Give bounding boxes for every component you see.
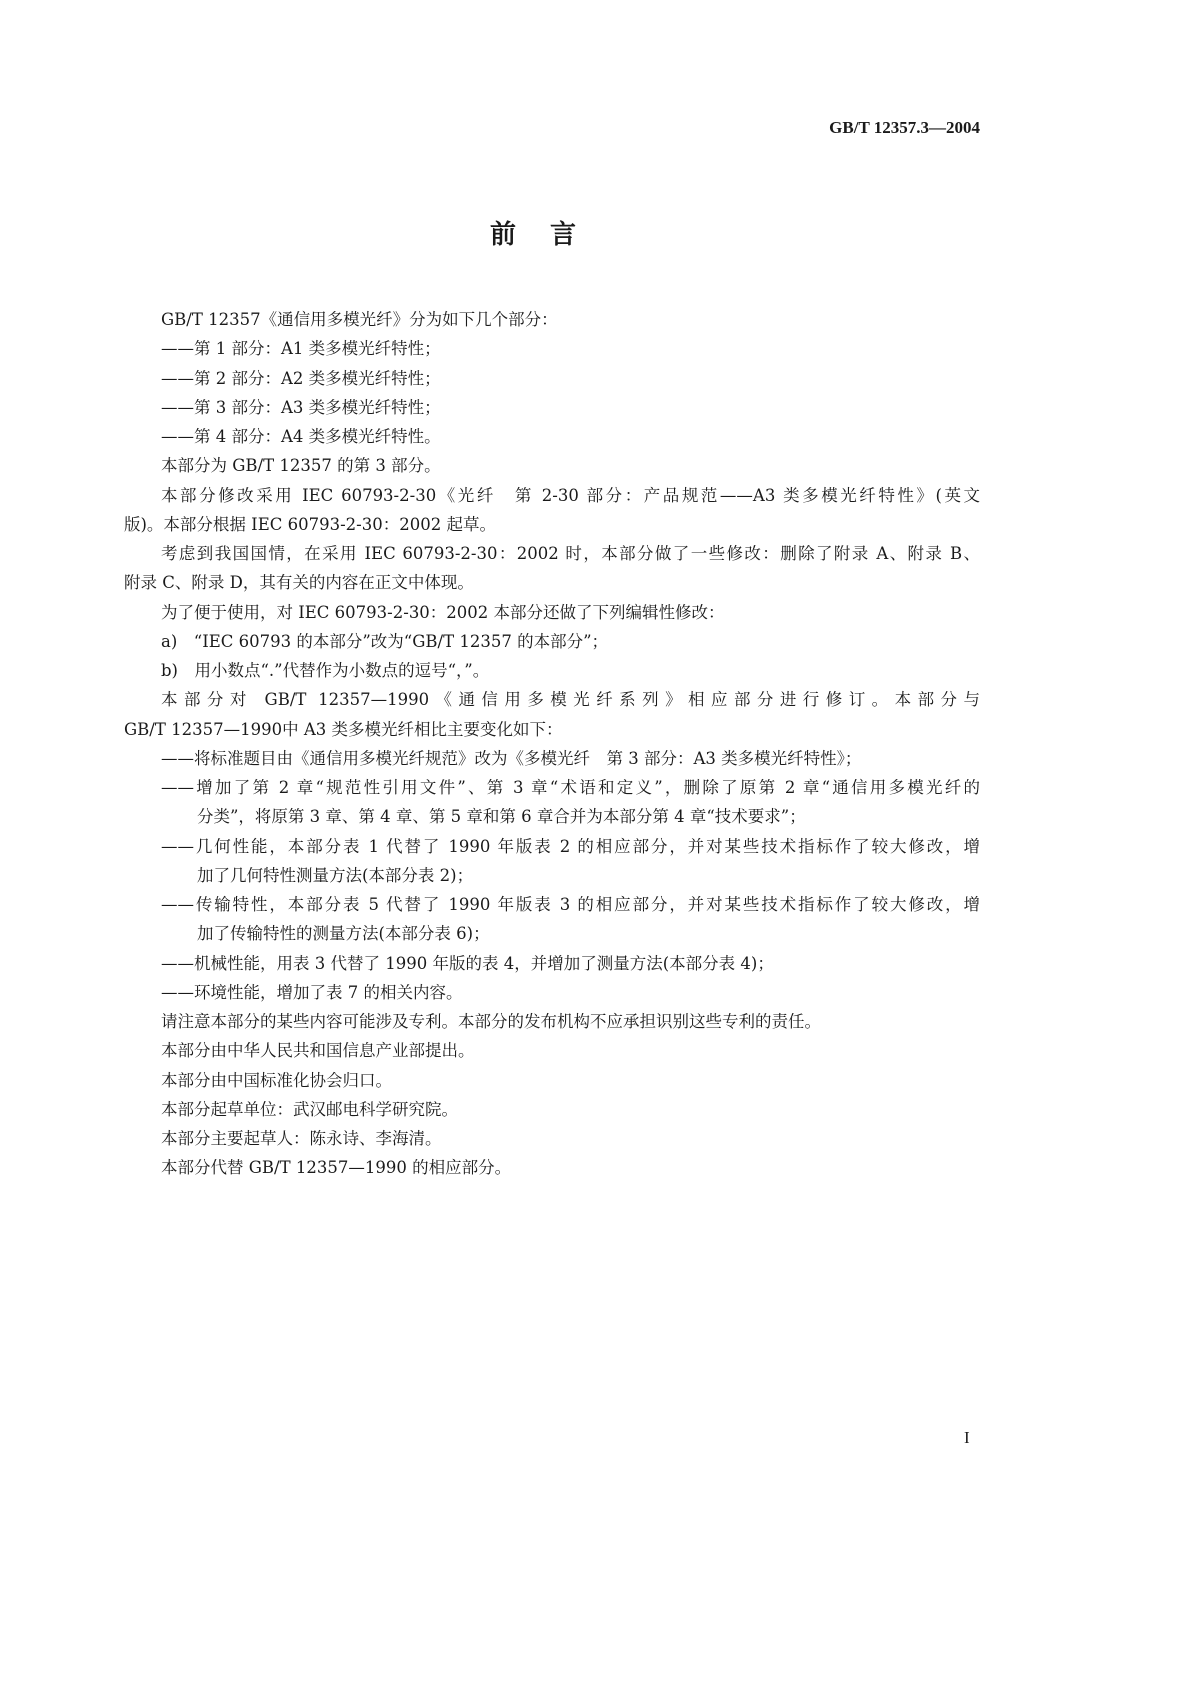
text-line: 为了便于使用，对 IEC 60793-2-30：2002 本部分还做了下列编辑性修改： (161, 602, 725, 622)
paragraph (124, 1153, 980, 1182)
text-line: ——第 1 部分：A1 类多模光纤特性； (161, 339, 441, 359)
page-title: 前言 (489, 220, 610, 250)
text-line: b) 用小数点“.”代替作为小数点的逗号“，”。 (161, 661, 490, 680)
list-item (124, 422, 980, 451)
text-line: GB/T 12357《通信用多模光纤》分为如下几个部分： (161, 310, 558, 329)
text-line: 加了几何特性测量方法(本部分表 2)； (197, 865, 474, 885)
paragraph (124, 1066, 980, 1095)
text-line: ——传输特性，本部分表 5 代替了 1990 年版表 3 的相应部分，并对某些技术指标作了较大修改，增 (161, 895, 980, 914)
text-line: ——几何性能，本部分表 1 代替了 1990 年版表 2 的相应部分，并对某些技术指标作了较大修改，增 (161, 836, 980, 856)
paragraph (124, 1095, 980, 1124)
text-line: ——第 3 部分：A3 类多模光纤特性； (161, 397, 441, 417)
list-item (124, 832, 980, 891)
text-line: 本部分起草单位：武汉邮电科学研究院。 (161, 1099, 458, 1119)
list-item (124, 949, 980, 978)
list-item (124, 744, 980, 773)
paragraph (124, 481, 980, 540)
text-line: a) “IEC 60793 的本部分”改为“GB/T 12357 的本部分”； (161, 631, 609, 651)
text-line: 考虑到我国国情，在采用 IEC 60793-2-30：2002 时，本部分做了一些修改：删除了附录 A、附录 B、 (161, 544, 980, 563)
paragraph (124, 1036, 980, 1065)
text-line: 本部分代替 GB/T 12357—1990 的相应部分。 (161, 1158, 512, 1178)
text-line: ——第 2 部分：A2 类多模光纤特性； (161, 368, 441, 388)
paragraph (124, 598, 980, 627)
text-line: ——第 4 部分：A4 类多模光纤特性。 (161, 427, 441, 446)
edit-item (124, 627, 980, 656)
text-line: 本部分对 GB/T 12357—1990《通信用多模光纤系列》相应部分进行修订。本部分与 (161, 690, 980, 710)
paragraph (124, 451, 980, 480)
list-item (124, 890, 980, 949)
document-body (124, 305, 980, 1183)
text-line: ——将标准题目由《通信用多模光纤规范》改为《多模光纤 第 3 部分：A3 类多模光纤特性》； (161, 748, 862, 768)
text-line: 本部分主要起草人：陈永诗、李海清。 (161, 1129, 442, 1148)
edit-item (124, 656, 980, 685)
list-item (124, 393, 980, 422)
text-line: 本部分修改采用 IEC 60793-2-30《光纤 第 2-30 部分：产品规范——A3 类多模光纤特性》(英文 (161, 485, 980, 505)
text-line: 本部分由中国标准化协会归口。 (161, 1070, 392, 1090)
paragraph (124, 539, 980, 598)
paragraph (124, 685, 980, 744)
list-item (124, 364, 980, 393)
text-line: ——环境性能，增加了表 7 的相关内容。 (161, 982, 463, 1002)
paragraph (124, 305, 980, 334)
text-line: 本部分为 GB/T 12357 的第 3 部分。 (161, 456, 441, 476)
text-line: 版)。本部分根据 IEC 60793-2-30：2002 起草。 (124, 514, 496, 534)
list-item (124, 978, 980, 1007)
paragraph (124, 1007, 980, 1036)
page-number: I (964, 1428, 970, 1447)
text-line: 请注意本部分的某些内容可能涉及专利。本部分的发布机构不应承担识别这些专利的责任。 (161, 1012, 821, 1031)
list-item (124, 334, 980, 363)
list-item (124, 773, 980, 832)
text-line: ——机械性能，用表 3 代替了 1990 年版的表 4，并增加了测量方法(本部分表 4)； (161, 953, 774, 973)
text-line: 本部分由中华人民共和国信息产业部提出。 (161, 1041, 475, 1061)
text-line: ——增加了第 2 章“规范性引用文件”、第 3 章“术语和定义”，删除了原第 2 章“通信用多模光纤的 (161, 778, 980, 797)
text-line: GB/T 12357—1990中 A3 类多模光纤相比主要变化如下： (124, 719, 563, 739)
text-line: 加了传输特性的测量方法(本部分表 6)； (197, 924, 490, 944)
document-number: GB/T 12357.3—2004 (829, 118, 980, 137)
text-line: 附录 C、附录 D，其有关的内容在正文中体现。 (124, 573, 474, 593)
text-line: 分类”，将原第 3 章、第 4 章、第 5 章和第 6 章合并为本部分第 4 章“技术要求”； (197, 807, 806, 827)
paragraph (124, 1124, 980, 1153)
